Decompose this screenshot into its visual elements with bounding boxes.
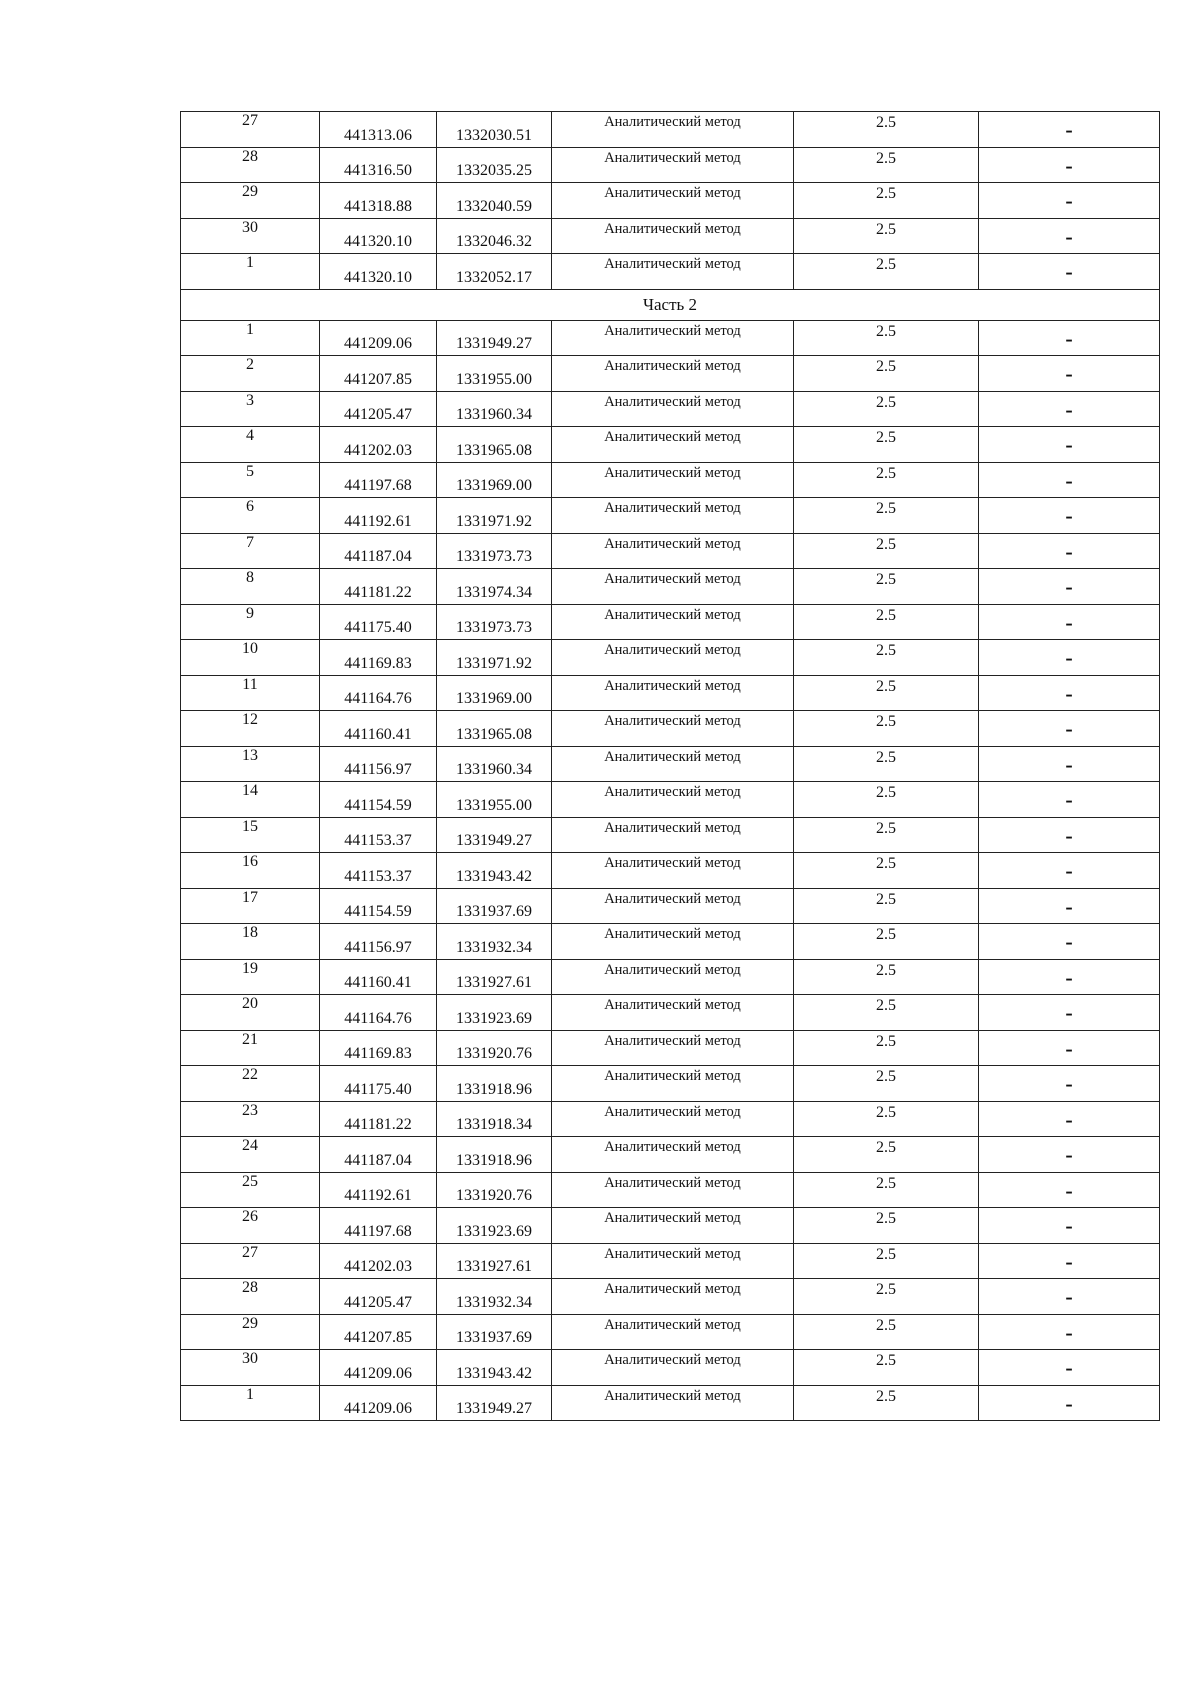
- method-cell: Аналитический метод: [552, 112, 794, 148]
- point-number-cell: 10: [181, 640, 320, 676]
- coord-y-cell: 1331949.27: [437, 320, 552, 356]
- note-cell: -: [979, 218, 1160, 254]
- coord-x-cell: 441164.76: [320, 675, 437, 711]
- method-cell: Аналитический метод: [552, 391, 794, 427]
- note-cell: -: [979, 391, 1160, 427]
- accuracy-cell: 2.5: [794, 147, 979, 183]
- coordinates-sheet: [180, 111, 1159, 1421]
- coord-y-cell: 1331960.34: [437, 391, 552, 427]
- accuracy-cell: 2.5: [794, 183, 979, 219]
- note-cell: -: [979, 533, 1160, 569]
- note-cell: -: [979, 356, 1160, 392]
- note-cell: -: [979, 498, 1160, 534]
- table-row: [181, 746, 1160, 782]
- point-number-cell: 18: [181, 924, 320, 960]
- coord-y-cell: 1331955.00: [437, 782, 552, 818]
- accuracy-cell: 2.5: [794, 218, 979, 254]
- method-cell: Аналитический метод: [552, 1066, 794, 1102]
- point-number-cell: 3: [181, 391, 320, 427]
- coord-y-cell: 1331969.00: [437, 462, 552, 498]
- point-number-cell: 1: [181, 320, 320, 356]
- coord-y-cell: 1331920.76: [437, 1172, 552, 1208]
- note-cell: -: [979, 112, 1160, 148]
- point-number-cell: 1: [181, 254, 320, 290]
- coord-x-cell: 441156.97: [320, 924, 437, 960]
- coord-x-cell: 441175.40: [320, 604, 437, 640]
- table-row: [181, 1137, 1160, 1173]
- accuracy-cell: 2.5: [794, 817, 979, 853]
- table-row: [181, 1172, 1160, 1208]
- table-row: [181, 1030, 1160, 1066]
- coord-x-cell: 441316.50: [320, 147, 437, 183]
- accuracy-cell: 2.5: [794, 1208, 979, 1244]
- table-row: [181, 1101, 1160, 1137]
- coord-y-cell: 1331971.92: [437, 498, 552, 534]
- table-row: [181, 356, 1160, 392]
- accuracy-cell: 2.5: [794, 1172, 979, 1208]
- accuracy-cell: 2.5: [794, 254, 979, 290]
- coord-x-cell: 441153.37: [320, 817, 437, 853]
- note-cell: -: [979, 254, 1160, 290]
- coord-x-cell: 441313.06: [320, 112, 437, 148]
- point-number-cell: 1: [181, 1385, 320, 1421]
- method-cell: Аналитический метод: [552, 675, 794, 711]
- coord-x-cell: 441207.85: [320, 1314, 437, 1350]
- coord-y-cell: 1331960.34: [437, 746, 552, 782]
- method-cell: Аналитический метод: [552, 356, 794, 392]
- point-number-cell: 14: [181, 782, 320, 818]
- coord-x-cell: 441197.68: [320, 462, 437, 498]
- coord-x-cell: 441202.03: [320, 1243, 437, 1279]
- accuracy-cell: 2.5: [794, 1030, 979, 1066]
- point-number-cell: 23: [181, 1101, 320, 1137]
- point-number-cell: 27: [181, 112, 320, 148]
- note-cell: -: [979, 1243, 1160, 1279]
- coord-y-cell: 1331923.69: [437, 1208, 552, 1244]
- part2-rows: [181, 320, 1160, 1421]
- coord-x-cell: 441209.06: [320, 320, 437, 356]
- note-cell: -: [979, 147, 1160, 183]
- accuracy-cell: 2.5: [794, 1101, 979, 1137]
- point-number-cell: 12: [181, 711, 320, 747]
- point-number-cell: 25: [181, 1172, 320, 1208]
- coord-x-cell: 441205.47: [320, 391, 437, 427]
- table-row: [181, 1350, 1160, 1386]
- method-cell: Аналитический метод: [552, 1243, 794, 1279]
- point-number-cell: 28: [181, 1279, 320, 1315]
- accuracy-cell: 2.5: [794, 1243, 979, 1279]
- point-number-cell: 4: [181, 427, 320, 463]
- coord-x-cell: 441205.47: [320, 1279, 437, 1315]
- part1-rows: [181, 112, 1160, 290]
- coord-y-cell: 1331965.08: [437, 427, 552, 463]
- coordinates-table: [180, 111, 1160, 1421]
- coord-y-cell: 1332046.32: [437, 218, 552, 254]
- point-number-cell: 5: [181, 462, 320, 498]
- coord-y-cell: 1331937.69: [437, 1314, 552, 1350]
- note-cell: -: [979, 995, 1160, 1031]
- accuracy-cell: 2.5: [794, 888, 979, 924]
- accuracy-cell: 2.5: [794, 1350, 979, 1386]
- table-row: [181, 1279, 1160, 1315]
- table-row: [181, 391, 1160, 427]
- method-cell: Аналитический метод: [552, 1208, 794, 1244]
- point-number-cell: 29: [181, 183, 320, 219]
- method-cell: Аналитический метод: [552, 888, 794, 924]
- method-cell: Аналитический метод: [552, 959, 794, 995]
- note-cell: -: [979, 924, 1160, 960]
- method-cell: Аналитический метод: [552, 817, 794, 853]
- coord-y-cell: 1331927.61: [437, 1243, 552, 1279]
- method-cell: Аналитический метод: [552, 462, 794, 498]
- section-row: [181, 289, 1160, 320]
- accuracy-cell: 2.5: [794, 604, 979, 640]
- coord-y-cell: 1331973.73: [437, 533, 552, 569]
- accuracy-cell: 2.5: [794, 959, 979, 995]
- table-row: [181, 604, 1160, 640]
- section-title: Часть 2: [181, 289, 1160, 320]
- coord-y-cell: 1331932.34: [437, 924, 552, 960]
- method-cell: Аналитический метод: [552, 746, 794, 782]
- coord-x-cell: 441153.37: [320, 853, 437, 889]
- note-cell: -: [979, 320, 1160, 356]
- method-cell: Аналитический метод: [552, 1030, 794, 1066]
- coord-x-cell: 441164.76: [320, 995, 437, 1031]
- note-cell: -: [979, 1030, 1160, 1066]
- method-cell: Аналитический метод: [552, 254, 794, 290]
- table-row: [181, 711, 1160, 747]
- coord-x-cell: 441175.40: [320, 1066, 437, 1102]
- coord-y-cell: 1331937.69: [437, 888, 552, 924]
- table-row: [181, 995, 1160, 1031]
- method-cell: Аналитический метод: [552, 533, 794, 569]
- accuracy-cell: 2.5: [794, 675, 979, 711]
- accuracy-cell: 2.5: [794, 356, 979, 392]
- method-cell: Аналитический метод: [552, 1385, 794, 1421]
- table-row: [181, 218, 1160, 254]
- table-row: [181, 640, 1160, 676]
- coord-y-cell: 1332030.51: [437, 112, 552, 148]
- coord-y-cell: 1332052.17: [437, 254, 552, 290]
- coord-y-cell: 1331971.92: [437, 640, 552, 676]
- coord-x-cell: 441202.03: [320, 427, 437, 463]
- coord-x-cell: 441320.10: [320, 218, 437, 254]
- table-row: [181, 1243, 1160, 1279]
- coord-y-cell: 1331973.73: [437, 604, 552, 640]
- point-number-cell: 15: [181, 817, 320, 853]
- coord-y-cell: 1331918.96: [437, 1137, 552, 1173]
- accuracy-cell: 2.5: [794, 782, 979, 818]
- coord-y-cell: 1331923.69: [437, 995, 552, 1031]
- accuracy-cell: 2.5: [794, 1314, 979, 1350]
- coord-y-cell: 1331927.61: [437, 959, 552, 995]
- coord-x-cell: 441192.61: [320, 498, 437, 534]
- accuracy-cell: 2.5: [794, 320, 979, 356]
- method-cell: Аналитический метод: [552, 1350, 794, 1386]
- table-row: [181, 112, 1160, 148]
- method-cell: Аналитический метод: [552, 320, 794, 356]
- note-cell: -: [979, 1385, 1160, 1421]
- table-row: [181, 782, 1160, 818]
- accuracy-cell: 2.5: [794, 924, 979, 960]
- table-row: [181, 675, 1160, 711]
- coord-y-cell: 1332035.25: [437, 147, 552, 183]
- coord-y-cell: 1331943.42: [437, 853, 552, 889]
- method-cell: Аналитический метод: [552, 853, 794, 889]
- method-cell: Аналитический метод: [552, 427, 794, 463]
- accuracy-cell: 2.5: [794, 711, 979, 747]
- table-row: [181, 1385, 1160, 1421]
- point-number-cell: 26: [181, 1208, 320, 1244]
- table-row: [181, 147, 1160, 183]
- coord-y-cell: 1331918.34: [437, 1101, 552, 1137]
- table-row: [181, 183, 1160, 219]
- method-cell: Аналитический метод: [552, 147, 794, 183]
- coord-x-cell: 441160.41: [320, 959, 437, 995]
- note-cell: -: [979, 569, 1160, 605]
- coord-y-cell: 1331955.00: [437, 356, 552, 392]
- method-cell: Аналитический метод: [552, 183, 794, 219]
- method-cell: Аналитический метод: [552, 995, 794, 1031]
- point-number-cell: 16: [181, 853, 320, 889]
- note-cell: -: [979, 462, 1160, 498]
- table-row: [181, 853, 1160, 889]
- coord-y-cell: 1331969.00: [437, 675, 552, 711]
- coord-x-cell: 441187.04: [320, 1137, 437, 1173]
- note-cell: -: [979, 959, 1160, 995]
- point-number-cell: 6: [181, 498, 320, 534]
- coord-x-cell: 441209.06: [320, 1385, 437, 1421]
- note-cell: -: [979, 1137, 1160, 1173]
- accuracy-cell: 2.5: [794, 533, 979, 569]
- table-row: [181, 1066, 1160, 1102]
- table-row: [181, 569, 1160, 605]
- note-cell: -: [979, 1350, 1160, 1386]
- coord-y-cell: 1331974.34: [437, 569, 552, 605]
- coord-x-cell: 441169.83: [320, 1030, 437, 1066]
- table-row: [181, 1314, 1160, 1350]
- table-row: [181, 924, 1160, 960]
- method-cell: Аналитический метод: [552, 1314, 794, 1350]
- note-cell: -: [979, 746, 1160, 782]
- accuracy-cell: 2.5: [794, 1385, 979, 1421]
- note-cell: -: [979, 782, 1160, 818]
- coord-y-cell: 1331965.08: [437, 711, 552, 747]
- coord-x-cell: 441207.85: [320, 356, 437, 392]
- method-cell: Аналитический метод: [552, 1137, 794, 1173]
- point-number-cell: 9: [181, 604, 320, 640]
- coord-x-cell: 441209.06: [320, 1350, 437, 1386]
- accuracy-cell: 2.5: [794, 427, 979, 463]
- table-row: [181, 888, 1160, 924]
- method-cell: Аналитический метод: [552, 218, 794, 254]
- note-cell: -: [979, 711, 1160, 747]
- table-row: [181, 1208, 1160, 1244]
- point-number-cell: 27: [181, 1243, 320, 1279]
- accuracy-cell: 2.5: [794, 995, 979, 1031]
- coord-x-cell: 441192.61: [320, 1172, 437, 1208]
- method-cell: Аналитический метод: [552, 782, 794, 818]
- table-row: [181, 427, 1160, 463]
- accuracy-cell: 2.5: [794, 640, 979, 676]
- coord-x-cell: 441154.59: [320, 782, 437, 818]
- note-cell: -: [979, 888, 1160, 924]
- point-number-cell: 22: [181, 1066, 320, 1102]
- note-cell: -: [979, 1172, 1160, 1208]
- point-number-cell: 30: [181, 1350, 320, 1386]
- coord-y-cell: 1331943.42: [437, 1350, 552, 1386]
- coord-y-cell: 1331920.76: [437, 1030, 552, 1066]
- method-cell: Аналитический метод: [552, 498, 794, 534]
- method-cell: Аналитический метод: [552, 640, 794, 676]
- coord-x-cell: 441318.88: [320, 183, 437, 219]
- accuracy-cell: 2.5: [794, 462, 979, 498]
- table-row: [181, 320, 1160, 356]
- accuracy-cell: 2.5: [794, 1279, 979, 1315]
- point-number-cell: 21: [181, 1030, 320, 1066]
- coord-x-cell: 441169.83: [320, 640, 437, 676]
- coord-x-cell: 441154.59: [320, 888, 437, 924]
- table-row: [181, 817, 1160, 853]
- coord-x-cell: 441320.10: [320, 254, 437, 290]
- note-cell: -: [979, 1279, 1160, 1315]
- coord-y-cell: 1332040.59: [437, 183, 552, 219]
- note-cell: -: [979, 183, 1160, 219]
- coord-x-cell: 441181.22: [320, 1101, 437, 1137]
- note-cell: -: [979, 853, 1160, 889]
- method-cell: Аналитический метод: [552, 924, 794, 960]
- method-cell: Аналитический метод: [552, 1172, 794, 1208]
- accuracy-cell: 2.5: [794, 391, 979, 427]
- note-cell: -: [979, 640, 1160, 676]
- table-row: [181, 254, 1160, 290]
- point-number-cell: 11: [181, 675, 320, 711]
- table-row: [181, 498, 1160, 534]
- coord-x-cell: 441156.97: [320, 746, 437, 782]
- point-number-cell: 20: [181, 995, 320, 1031]
- section-header: [181, 289, 1160, 320]
- coord-x-cell: 441187.04: [320, 533, 437, 569]
- note-cell: -: [979, 427, 1160, 463]
- method-cell: Аналитический метод: [552, 1101, 794, 1137]
- accuracy-cell: 2.5: [794, 498, 979, 534]
- coord-y-cell: 1331949.27: [437, 817, 552, 853]
- accuracy-cell: 2.5: [794, 853, 979, 889]
- table-row: [181, 462, 1160, 498]
- method-cell: Аналитический метод: [552, 1279, 794, 1315]
- point-number-cell: 24: [181, 1137, 320, 1173]
- accuracy-cell: 2.5: [794, 112, 979, 148]
- method-cell: Аналитический метод: [552, 711, 794, 747]
- note-cell: -: [979, 1066, 1160, 1102]
- accuracy-cell: 2.5: [794, 569, 979, 605]
- table-row: [181, 959, 1160, 995]
- coord-y-cell: 1331932.34: [437, 1279, 552, 1315]
- coord-x-cell: 441197.68: [320, 1208, 437, 1244]
- note-cell: -: [979, 1314, 1160, 1350]
- method-cell: Аналитический метод: [552, 604, 794, 640]
- point-number-cell: 17: [181, 888, 320, 924]
- point-number-cell: 13: [181, 746, 320, 782]
- table-row: [181, 533, 1160, 569]
- point-number-cell: 28: [181, 147, 320, 183]
- note-cell: -: [979, 675, 1160, 711]
- coord-y-cell: 1331949.27: [437, 1385, 552, 1421]
- coord-y-cell: 1331918.96: [437, 1066, 552, 1102]
- point-number-cell: 19: [181, 959, 320, 995]
- point-number-cell: 29: [181, 1314, 320, 1350]
- point-number-cell: 2: [181, 356, 320, 392]
- note-cell: -: [979, 1101, 1160, 1137]
- coord-x-cell: 441160.41: [320, 711, 437, 747]
- accuracy-cell: 2.5: [794, 746, 979, 782]
- point-number-cell: 30: [181, 218, 320, 254]
- note-cell: -: [979, 604, 1160, 640]
- note-cell: -: [979, 1208, 1160, 1244]
- accuracy-cell: 2.5: [794, 1137, 979, 1173]
- coord-x-cell: 441181.22: [320, 569, 437, 605]
- point-number-cell: 7: [181, 533, 320, 569]
- method-cell: Аналитический метод: [552, 569, 794, 605]
- accuracy-cell: 2.5: [794, 1066, 979, 1102]
- point-number-cell: 8: [181, 569, 320, 605]
- note-cell: -: [979, 817, 1160, 853]
